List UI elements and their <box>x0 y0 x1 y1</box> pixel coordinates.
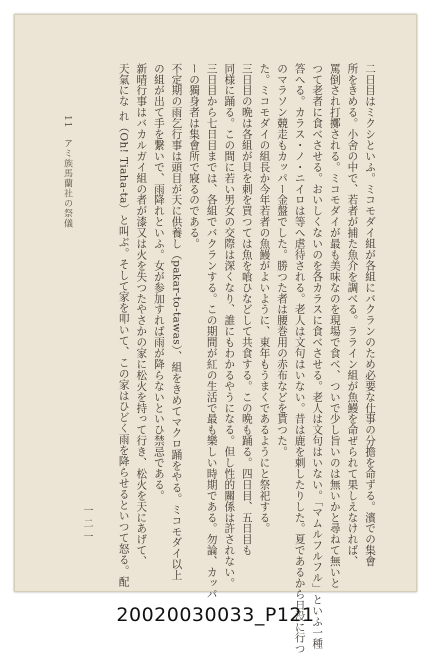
text-line: 天氣にな れ（Oh! Tiaha-ta）と叫ぶ。そして家を叩いて、この家はひどく雨を降らせるといつて怒る。配 <box>117 63 130 588</box>
text-line: 所をきめる。小舍の中で、若者が捕た魚介を調べる。ラライン組が魚鰻を命ぜられて果しえなければ、 <box>346 63 359 567</box>
text-line: 不定期の雨乞行事は頭目が天に供養し（pakar-to-tawas）、組をきめてマクロ踊をやる。ミコモダイ以上 <box>170 63 183 581</box>
text-line: のマラソン競走もカッパー金盤でした。勝つた者は腰巻用の赤布などを貰つた。 <box>276 63 289 458</box>
text-line: 答へる。カラス・ノ・ニイロは等へ虐待される。老人は文句はいない。昔は鹿を刺したりした。夏であるから日没に行つ <box>293 63 306 654</box>
running-header: 11 アミ族馬蘭社の祭儀 <box>62 115 72 229</box>
text-line: 二日目はミクシといふ。ミコモダイ組が各組にバクランのため必要な仕事の分擔を命ずる。濱での集會 <box>364 63 376 567</box>
image-caption: 20020030033_P121 <box>116 604 315 626</box>
text-line: つて老者に食べさせる。おいしくないのを各カラスに食べさせる。老人は文句はいない。「マムルフルフル」といふ一種 <box>311 63 324 649</box>
text-line: 新晴行事はバカルガイ組の者が漆又は火を失つたやさかの家に松火を持って行き、松火を天にあげて、 <box>135 63 148 567</box>
text-line: 三日目の晩は各組が貝を刺を買つては魚を喰ひなどして共食する。この晩も踊る。四日目、五日目も <box>240 63 253 556</box>
text-line: の組が出て手を繋いで、雨降れといふ。女が参加すれば雨が降らないといひ禁忌である。 <box>152 63 165 501</box>
text-line: 同様に踊る。この間に若い男女の交際は深くなり、誰にもわかるやうになる。但し性的關係は許されない。 <box>223 63 236 589</box>
text-line: ーの獨身者は集會所で寢るのである。 <box>188 63 201 250</box>
page-number: 一二一 <box>81 505 92 544</box>
text-line: 三日目から七日目までは、各組でバクランする。この期間が紅の生活で最も樂しい時期である。勿論、カッパ <box>205 63 218 600</box>
text-line: た。ミコモダイの組長か今年若者の魚鰻がよいように、東年もうまくであるようにと祭祀する。 <box>258 63 271 534</box>
text-line: 罵倒され打擲される。ミコモダイが最も美味なのを現場で食べ、ついで少し旨いのは無いかと尋ねて無いと <box>328 63 341 589</box>
